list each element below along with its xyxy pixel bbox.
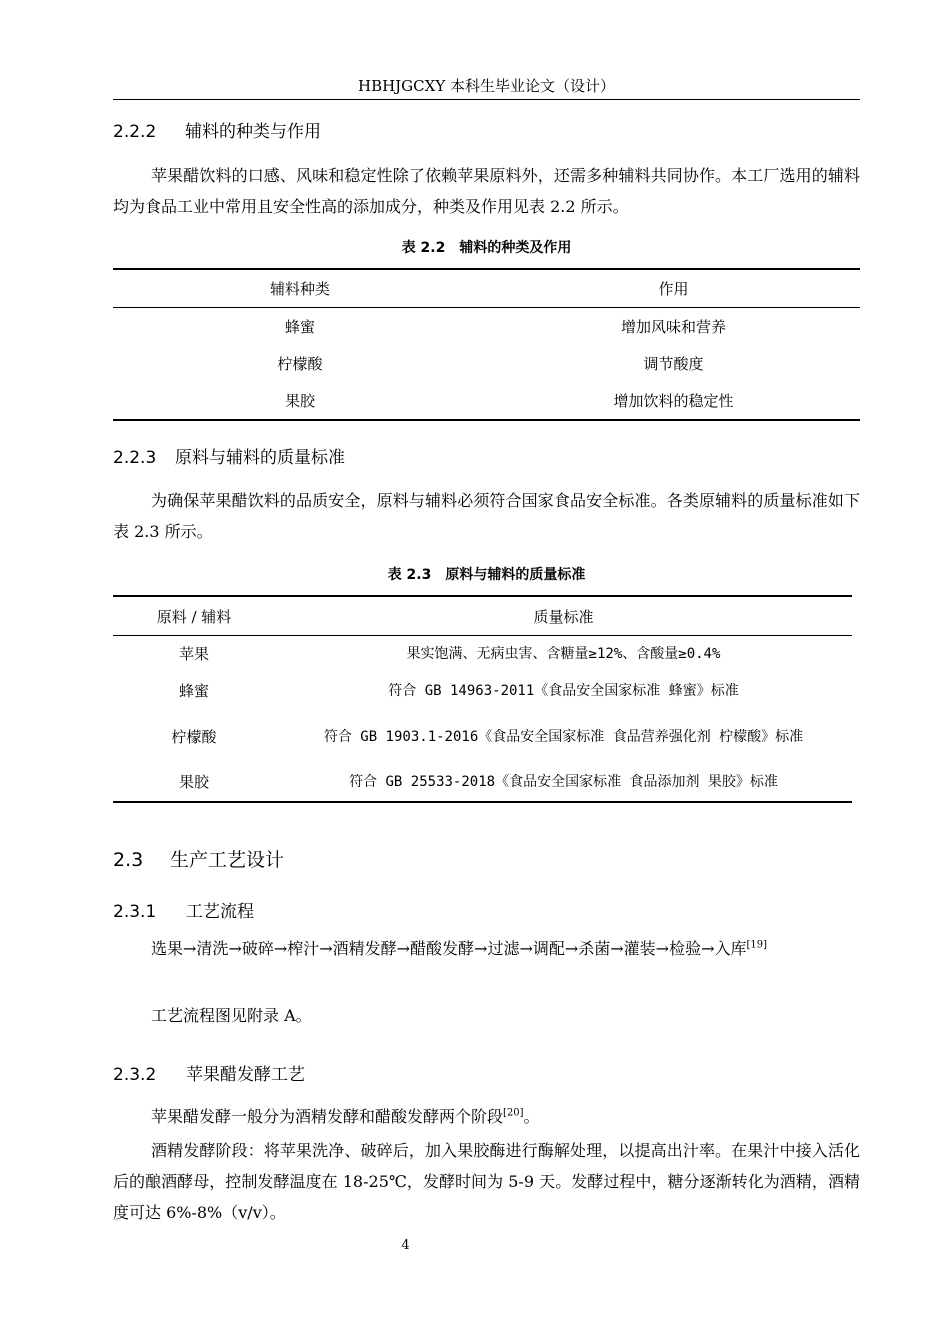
section-number: 2.2.3 [113,448,157,468]
table-2-3 [113,595,852,803]
paragraph: 酒精发酵阶段：将苹果洗净、破碎后，加入果胶酶进行酶解处理，以提高出汁率。在果汁中接入活化后的酿酒酵母，控制发酵温度在 18-25℃，发酵时间为 5-9 天。发酵过程中，糖分逐渐转化为酒精，酒精度可达 6%-8%（v/v）。 [113,1141,860,1222]
table-row [113,764,852,802]
section-heading-2-2-2 [113,120,321,144]
column-header: 作用 [487,269,860,308]
section-title: 原料与辅料的质量标准 [175,448,345,468]
table-row [113,345,860,382]
table-header-row [113,269,860,308]
column-header: 质量标准 [275,596,852,636]
table-cell: 柠檬酸 [277,355,323,373]
section-title: 工艺流程 [186,902,254,922]
table-cell: 柠檬酸 [171,727,217,746]
paragraph-text-end: 。 [523,1107,540,1126]
paragraph: 苹果醋饮料的口感、风味和稳定性除了依赖苹果原料外，还需多种辅料共同协作。本工厂选用的辅料均为食品工业中常用且安全性高的添加成分，种类及作用见表 2.2 所示。 [113,166,860,216]
table-cell: 调节酸度 [643,355,704,373]
section-number: 2.2.2 [113,122,157,142]
process-flow [113,933,860,964]
table-caption: 表 2.3 原料与辅料的质量标准 [387,567,586,583]
paragraph-text: 苹果醋发酵一般分为酒精发酵和醋酸发酵两个阶段 [151,1107,504,1126]
section-heading-2-3-1 [113,900,254,924]
page-number: 4 [401,1238,410,1253]
table-cell: 果胶 [178,773,209,791]
table-row [113,710,852,764]
table-cell: 增加风味和营养 [620,318,726,336]
column-header: 辅料种类 [113,269,487,308]
table-row [113,308,860,346]
paragraph: 工艺流程图见附录 A。 [151,1006,312,1025]
table-cell: 符合 GB 14963-2011《食品安全国家标准 蜂蜜》标准 [388,683,739,699]
section-heading-2-3-2 [113,1063,305,1087]
table-caption: 表 2.2 辅料的种类及作用 [401,240,572,256]
table-cell: 符合 GB 25533-2018《食品安全国家标准 食品添加剂 果胶》标准 [349,774,778,790]
section-heading-2-2-3 [113,446,345,470]
table-row [113,673,852,710]
paragraph: 为确保苹果醋饮料的品质安全，原料与辅料必须符合国家食品安全标准。各类原辅料的质量标准如下表 2.3 所示。 [113,491,860,541]
section-title: 苹果醋发酵工艺 [186,1065,305,1085]
table-row [113,636,852,674]
table-cell: 果胶 [284,392,315,410]
table-header-row [113,596,852,636]
section-title: 生产工艺设计 [170,849,285,871]
running-header: HBHJGCXY 本科生毕业论文（设计） [357,77,615,95]
table-cell: 符合 GB 1903.1-2016《食品安全国家标准 食品营养强化剂 柠檬酸》标准 [323,728,804,745]
section-heading-2-3 [113,847,284,873]
table-cell: 增加饮料的稳定性 [613,392,734,410]
section-number: 2.3.1 [113,902,157,922]
citation: [19] [746,939,768,951]
table-cell: 果实饱满、无病虫害、含糖量≥12%、含酸量≥0.4% [406,646,721,662]
table-2-2 [113,268,860,421]
column-header: 原料 / 辅料 [113,596,275,636]
table-cell: 蜂蜜 [284,318,315,336]
header-rule [113,99,860,100]
table-cell: 蜂蜜 [178,682,209,700]
section-number: 2.3 [113,849,144,871]
paragraph [113,1101,860,1132]
process-flow-text: 选果→清洗→破碎→榨汁→酒精发酵→醋酸发酵→过滤→调配→杀菌→灌装→检验→入库 [151,939,747,958]
table-row [113,382,860,420]
section-title: 辅料的种类与作用 [185,122,321,142]
section-number: 2.3.2 [113,1065,157,1085]
citation: [20] [503,1107,524,1119]
table-cell: 苹果 [178,645,209,663]
